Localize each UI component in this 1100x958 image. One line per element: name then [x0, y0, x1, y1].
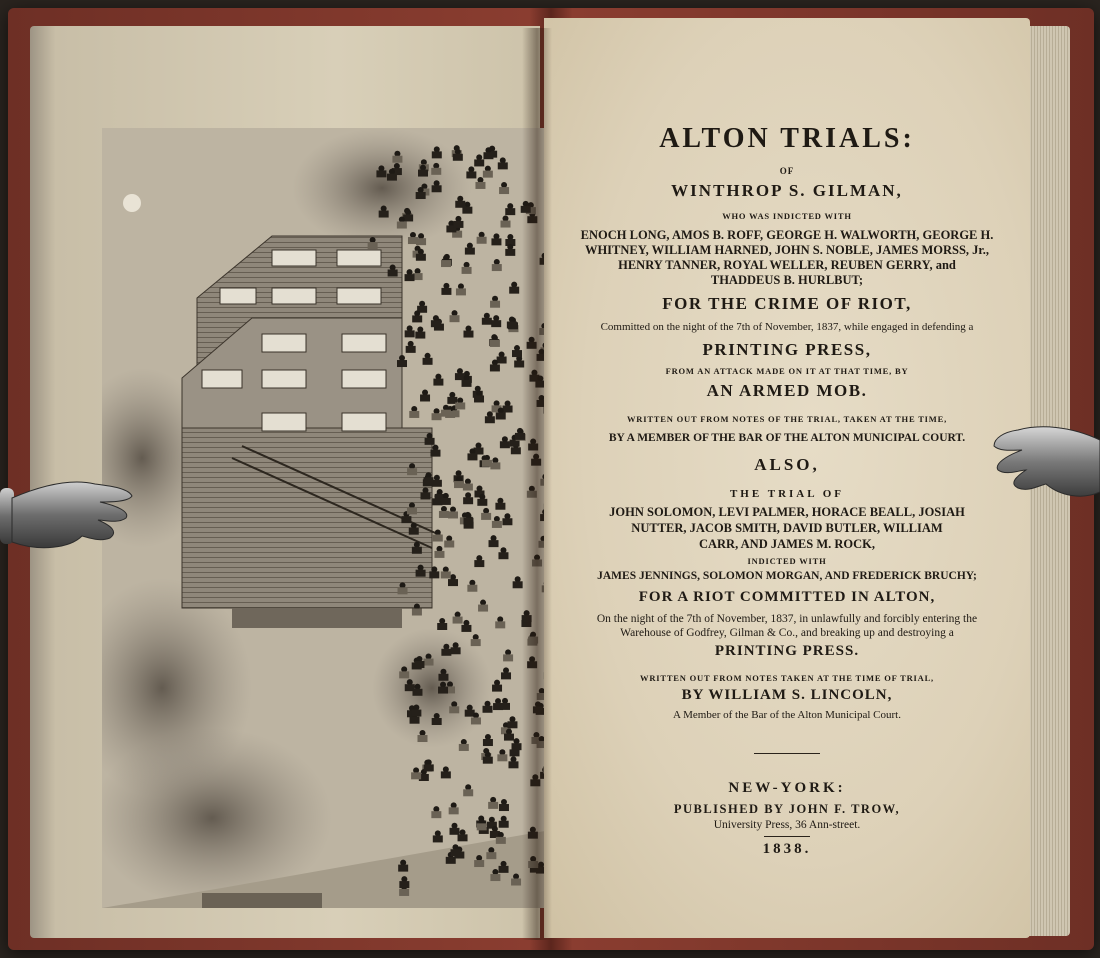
notes-line: WRITTEN OUT FROM NOTES OF THE TRIAL, TAKEN AT THE TIME,	[626, 414, 947, 424]
codefendant-line-1: ENOCH LONG, AMOS B. ROFF, GEORGE H. WALWORTH, GEORGE H.	[580, 228, 994, 242]
city-line: NEW-YORK:	[728, 780, 846, 796]
book-title: ALTON TRIALS:	[659, 123, 915, 154]
armed-mob-heading: AN ARMED MOB.	[706, 381, 868, 400]
author-desc-line: A Member of the Bar of the Alton Municipal Court.	[673, 709, 901, 721]
codefendant-line-4: THADDEUS B. HURLBUT;	[710, 273, 864, 287]
left-silver-hand-holder	[0, 468, 140, 563]
of-line: OF	[779, 166, 795, 176]
publisher-line: PUBLISHED BY JOHN F. TROW,	[673, 802, 901, 816]
codefendant-line-2: WHITNEY, WILLIAM HARNED, JOHN S. NOBLE, JAMES MORSS, Jr.,	[584, 243, 990, 257]
codefendant-line-3: HENRY TANNER, ROYAL WELLER, REUBEN GERRY, and	[618, 258, 956, 272]
frontispiece-illustration	[102, 128, 562, 908]
riot-engraving	[102, 128, 562, 908]
trial-of-line: THE TRIAL OF	[729, 488, 845, 500]
riot-heading: FOR A RIOT COMMITTED IN ALTON,	[638, 589, 936, 605]
author-line: BY WILLIAM S. LINCOLN,	[681, 687, 893, 703]
codefendants2-line: JAMES JENNINGS, SOLOMON MORGAN, AND FREDERICK BRUCHY;	[597, 570, 977, 582]
divider-rule-small	[764, 836, 810, 837]
press-address-line: University Press, 36 Ann-street.	[713, 819, 861, 831]
printing-press2-heading: PRINTING PRESS.	[714, 643, 860, 659]
attack-line: FROM AN ATTACK MADE ON IT AT THAT TIME, BY	[665, 366, 909, 376]
notes2-line: WRITTEN OUT FROM NOTES TAKEN AT THE TIME OF TRIAL,	[640, 673, 934, 683]
indicted-with2-line: INDICTED WITH	[747, 556, 827, 566]
by-member-line: BY A MEMBER OF THE BAR OF THE ALTON MUNICIPAL COURT.	[608, 432, 966, 444]
riot-desc-line-1: On the night of the 7th of November, 1837, in unlawfully and forcibly entering the	[596, 613, 978, 625]
right-silver-hand-holder	[990, 420, 1100, 510]
year-line: 1838.	[762, 841, 812, 857]
defendant2-line-1: JOHN SOLOMON, LEVI PALMER, HORACE BEALL, JOSIAH	[609, 505, 965, 519]
committed-line: Committed on the night of the 7th of November, 1837, while engaged in defending a	[600, 321, 974, 333]
defendant2-line-2: NUTTER, JACOB SMITH, DAVID BUTLER, WILLIAM	[631, 521, 943, 535]
riot-desc-line-2: Warehouse of Godfrey, Gilman & Co., and breaking up and destroying a	[620, 627, 954, 639]
defendant-name: WINTHROP S. GILMAN,	[671, 181, 903, 200]
title-page	[544, 18, 1030, 938]
printing-press-heading: PRINTING PRESS,	[702, 340, 872, 359]
defendant2-line-3: CARR, AND JAMES M. ROCK,	[698, 537, 876, 551]
indicted-with-line: WHO WAS INDICTED WITH	[722, 211, 852, 221]
book-gutter	[522, 28, 552, 940]
also-heading: ALSO,	[754, 455, 820, 474]
divider-rule	[754, 753, 820, 754]
crime-heading: FOR THE CRIME OF RIOT,	[662, 294, 912, 313]
